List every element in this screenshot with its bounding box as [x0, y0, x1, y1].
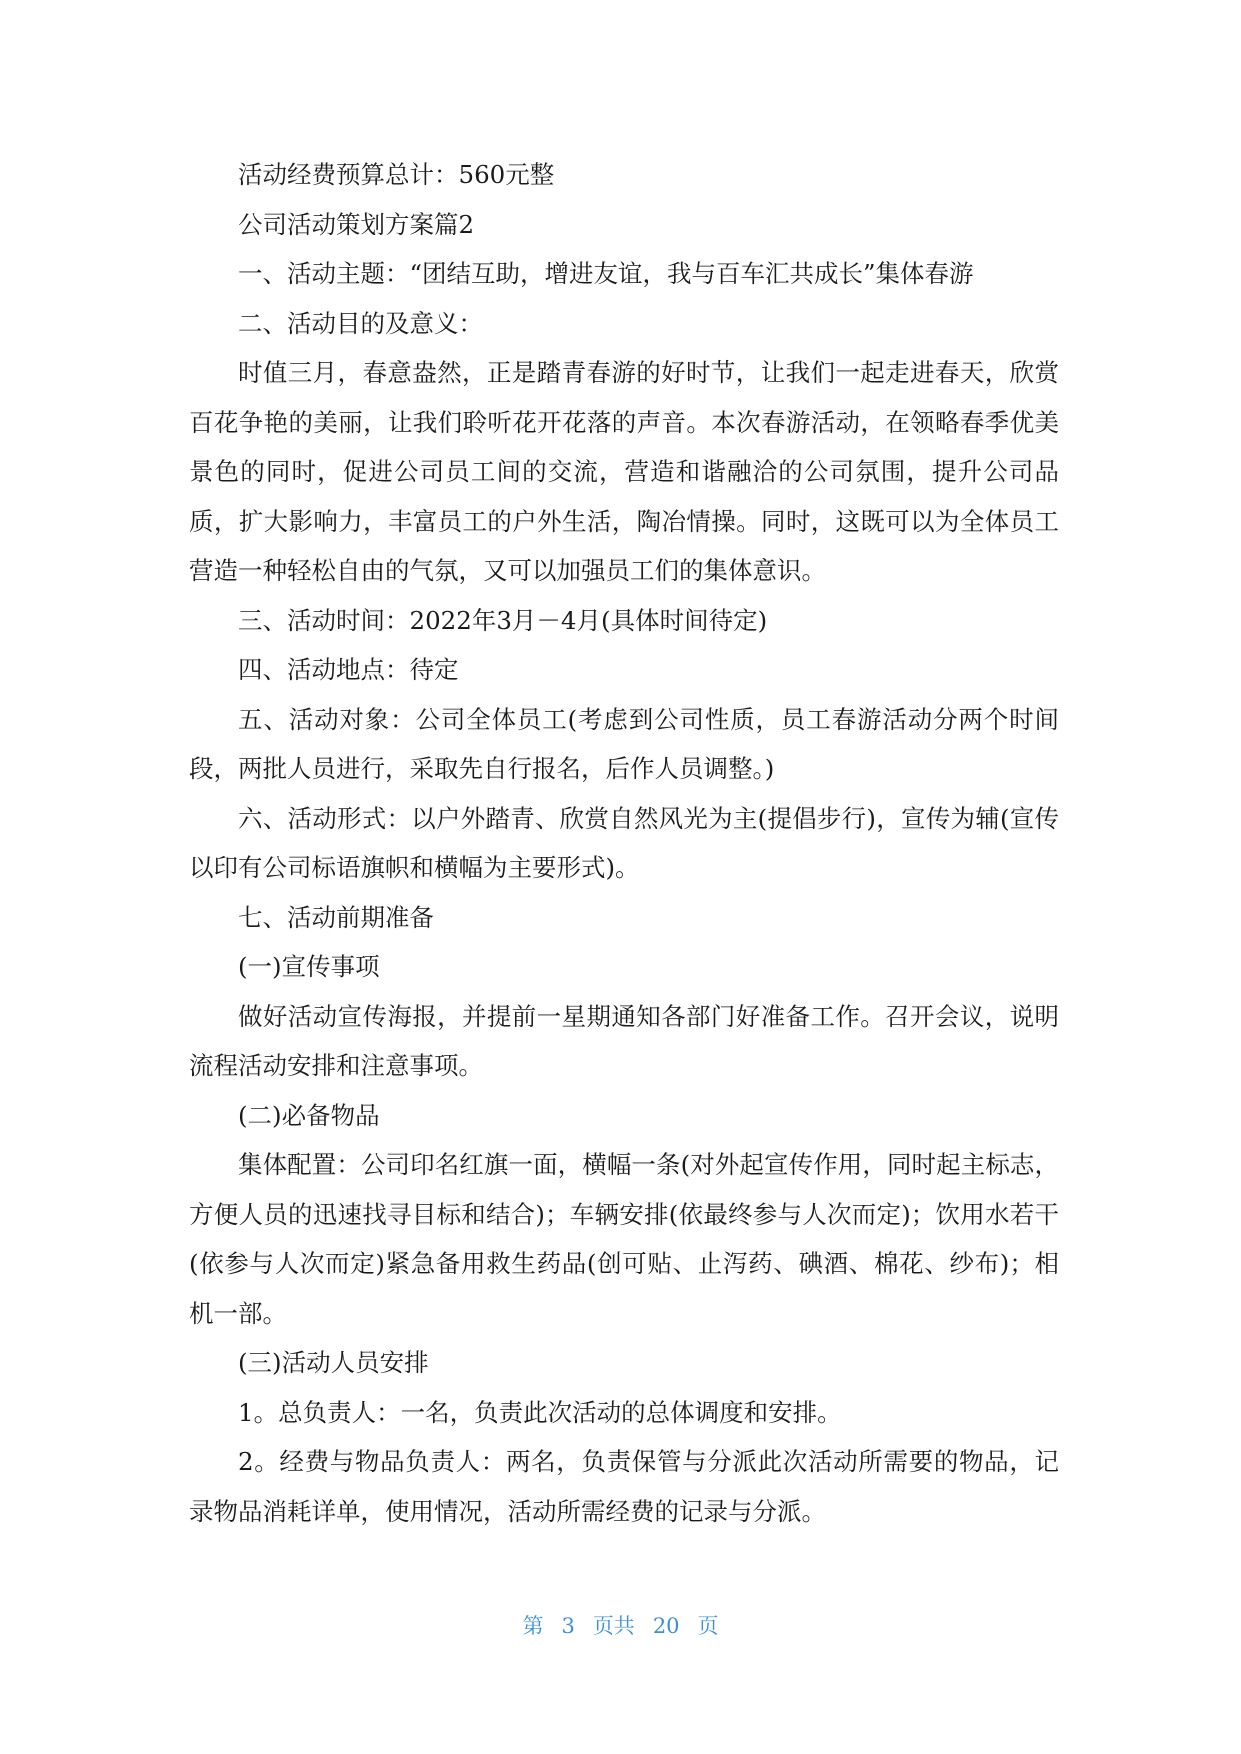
- paragraph-activity-theme: 一、活动主题：“团结互助，增进友谊，我与百车汇共成长”集体春游: [238, 259, 974, 288]
- paragraph-staff-lead: 1。总负责人：一名，负责此次活动的总体调度和安排。: [238, 1397, 842, 1427]
- footer-prefix: 第: [522, 1614, 544, 1638]
- section-title-plan-2: 公司活动策划方案篇2: [238, 209, 475, 239]
- subheading-supplies: (二)必备物品: [238, 1100, 380, 1130]
- paragraph-publicity-body: 做好活动宣传海报，并提前一星期通知各部门好准备工作。召开会议，说明流程活动安排和注意事项。: [189, 1001, 1059, 1080]
- footer-total-pages: 20: [652, 1614, 680, 1638]
- paragraph-activity-format: 六、活动形式：以户外踏青、欣赏自然风光为主(提倡步行)，宣传为辅(宣传以印有公司标语旗帜和横幅为主要形式)。: [189, 803, 1059, 882]
- footer-middle: 页共: [592, 1614, 635, 1638]
- footer-current-page: 3: [561, 1614, 575, 1638]
- subheading-staff: (三)活动人员安排: [238, 1348, 429, 1377]
- paragraph-purpose-body: 时值三月，春意盎然，正是踏青春游的好时节，让我们一起走进春天，欣赏百花争艳的美丽，让我们聆听花开花落的声音。本次春游活动，在领略春季优美景色的同时，促进公司员工间的交流，营造和谐融洽的公司氛围，提升公司品质，扩大影响力，丰富员工的户外生活，陶冶情操。同时，这既可以为全体员工营造一种轻松自由的气氛，又可以加强员工们的集体意识。: [189, 358, 1059, 585]
- paragraph-activity-time: 三、活动时间：2022年3月－4月(具体时间待定): [238, 605, 768, 635]
- page-footer: [0, 1610, 1241, 1640]
- heading-purpose: 二、活动目的及意义：: [238, 308, 483, 338]
- paragraph-supplies-body: 集体配置：公司印名红旗一面，横幅一条(对外起宣传作用，同时起主标志，方便人员的迅速找寻目标和结合)；车辆安排(依最终参与人次而定)；饮用水若干(依参与人次而定)紧急备用救生药品(创可贴、止泻药、碘酒、棉花、纱布)；相机一部。: [189, 1150, 1059, 1328]
- document-body: [189, 150, 1059, 1536]
- paragraph-activity-location: 四、活动地点：待定: [238, 655, 459, 684]
- footer-suffix: 页: [697, 1614, 719, 1638]
- paragraph-activity-participants: 五、活动对象：公司全体员工(考虑到公司性质，员工春游活动分两个时间段，两批人员进行，采取先自行报名，后作人员调整。): [189, 704, 1059, 783]
- heading-preparation: 七、活动前期准备: [238, 902, 434, 932]
- subheading-publicity: (一)宣传事项: [238, 952, 380, 981]
- paragraph-budget-total: 活动经费预算总计：560元整: [238, 160, 555, 189]
- paragraph-staff-finance: 2。经费与物品负责人：两名，负责保管与分派此次活动所需要的物品，记录物品消耗详单，使用情况，活动所需经费的记录与分派。: [189, 1447, 1059, 1526]
